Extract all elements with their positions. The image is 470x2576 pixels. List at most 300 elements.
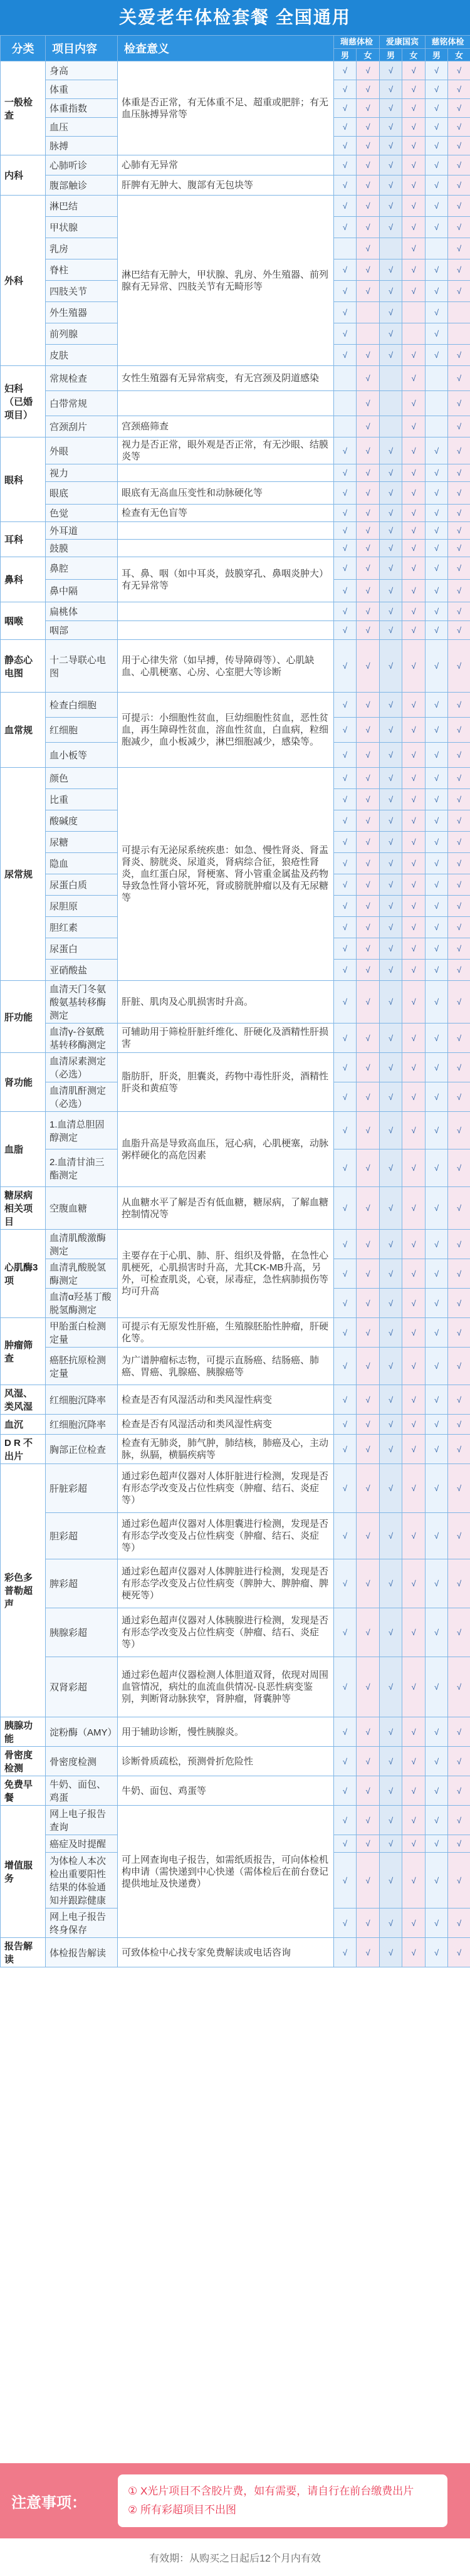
check-male: √: [334, 917, 357, 938]
check-male: √: [334, 464, 357, 482]
item-cell: 空腹血糖: [46, 1187, 118, 1230]
item-cell: 红细胞沉降率: [46, 1385, 118, 1415]
check-male: [380, 416, 402, 437]
item-cell: 尿糖: [46, 832, 118, 853]
item-cell: 1.血清总胆固醇测定: [46, 1112, 118, 1149]
category-cell: 肝功能: [1, 981, 46, 1053]
check-female: √: [357, 640, 380, 693]
check-male: √: [426, 640, 448, 693]
check-female: √: [357, 1513, 380, 1559]
check-male: √: [426, 874, 448, 896]
check-female: √: [402, 1657, 426, 1717]
check-female: √: [357, 1806, 380, 1835]
check-male: √: [426, 137, 448, 155]
check-female: √: [402, 810, 426, 832]
check-female: √: [357, 1385, 380, 1415]
check-female: √: [448, 1464, 470, 1513]
check-female: √: [402, 693, 426, 718]
check-female: √: [448, 80, 470, 99]
meaning-cell: 眼底有无高血压变性和动脉硬化等: [118, 482, 334, 505]
item-cell: 白带常规: [46, 391, 118, 416]
header-package-aikang: 爱康国宾: [380, 36, 426, 49]
category-cell: 耳科: [1, 522, 46, 557]
check-male: √: [426, 718, 448, 743]
check-male: √: [380, 1559, 402, 1608]
table-row: [1, 391, 470, 416]
meaning-cell: 宫颈癌筛查: [118, 416, 334, 437]
check-female: √: [357, 693, 380, 718]
check-male: √: [426, 281, 448, 302]
check-female: √: [357, 61, 380, 80]
check-female: √: [357, 810, 380, 832]
item-cell: 血清尿素测定（必选）: [46, 1053, 118, 1082]
check-male: √: [334, 1024, 357, 1053]
check-male: √: [334, 1230, 357, 1259]
check-male: √: [334, 155, 357, 175]
item-cell: 体检报告解读: [46, 1938, 118, 1967]
check-female: √: [448, 1559, 470, 1608]
check-female: √: [357, 557, 380, 580]
check-female: √: [402, 981, 426, 1024]
check-male: √: [426, 1559, 448, 1608]
meaning-cell: 通过彩色超声仪器对人体胰腺进行检测，发现是否有形态学改变及占位性病变（肿瘤、结石、炎症等）: [118, 1608, 334, 1657]
table-row: [1, 1348, 470, 1385]
check-male: √: [380, 789, 402, 810]
check-female: √: [448, 217, 470, 238]
check-female: √: [448, 1657, 470, 1717]
check-female: √: [402, 437, 426, 464]
table-row: [1, 1608, 470, 1657]
check-female: √: [402, 1938, 426, 1967]
check-female: √: [448, 437, 470, 464]
table-row: [1, 1415, 470, 1435]
check-male: √: [380, 155, 402, 175]
category-cell: 肾功能: [1, 1053, 46, 1112]
check-male: √: [380, 137, 402, 155]
check-male: √: [426, 896, 448, 917]
check-female: √: [448, 621, 470, 640]
check-female: √: [402, 281, 426, 302]
category-cell: 妇科（已婚项目）: [1, 366, 46, 437]
check-female: [357, 323, 380, 345]
check-female: √: [357, 789, 380, 810]
item-cell: 前列腺: [46, 323, 118, 345]
check-male: √: [426, 1435, 448, 1464]
check-male: √: [426, 1082, 448, 1112]
check-female: √: [357, 1608, 380, 1657]
category-cell: 尿常规: [1, 768, 46, 981]
check-female: √: [448, 1908, 470, 1938]
check-male: √: [426, 693, 448, 718]
check-female: √: [402, 853, 426, 874]
meaning-cell: 体重是否正常，有无体重不足、超重或肥胖；有无血压脉搏异常等: [118, 61, 334, 155]
check-male: √: [426, 1464, 448, 1513]
check-male: √: [380, 1908, 402, 1938]
table-row: [1, 1938, 470, 1967]
table-row: [1, 1435, 470, 1464]
check-male: √: [426, 1776, 448, 1806]
check-female: √: [448, 938, 470, 960]
check-male: √: [334, 281, 357, 302]
category-cell: 彩色多普勒超声: [1, 1464, 46, 1717]
check-male: √: [380, 1464, 402, 1513]
check-male: √: [334, 1082, 357, 1112]
item-cell: 胆彩超: [46, 1513, 118, 1559]
check-female: √: [402, 1318, 426, 1348]
check-female: √: [402, 1608, 426, 1657]
check-male: √: [426, 196, 448, 217]
check-male: √: [380, 768, 402, 789]
check-male: √: [426, 323, 448, 345]
table-row: [1, 602, 470, 621]
check-female: √: [357, 238, 380, 259]
check-male: √: [426, 1908, 448, 1938]
check-male: √: [380, 259, 402, 281]
category-cell: 增值服务: [1, 1806, 46, 1938]
check-female: √: [448, 1435, 470, 1464]
check-male: √: [380, 323, 402, 345]
item-cell: 血清γ-谷氨酰基转移酶测定: [46, 1024, 118, 1053]
check-female: √: [448, 743, 470, 768]
check-male: √: [334, 175, 357, 196]
item-cell: 尿胆原: [46, 896, 118, 917]
check-male: √: [334, 522, 357, 540]
check-male: √: [426, 217, 448, 238]
table-row: [1, 1513, 470, 1559]
check-female: √: [357, 1657, 380, 1717]
check-female: √: [402, 718, 426, 743]
check-female: √: [448, 118, 470, 137]
check-male: √: [426, 259, 448, 281]
meaning-cell: 检查是否有风湿活动和类风湿性病变: [118, 1385, 334, 1415]
check-male: √: [426, 1112, 448, 1149]
item-cell: 脾彩超: [46, 1559, 118, 1608]
check-male: √: [334, 938, 357, 960]
check-female: √: [448, 1112, 470, 1149]
category-cell: 血沉: [1, 1415, 46, 1435]
check-female: √: [402, 1187, 426, 1230]
table-row: [1, 464, 470, 482]
check-female: √: [448, 1385, 470, 1415]
check-male: √: [426, 1187, 448, 1230]
check-male: √: [380, 938, 402, 960]
item-cell: 淋巴结: [46, 196, 118, 217]
check-female: √: [357, 1259, 380, 1289]
check-male: √: [426, 938, 448, 960]
check-male: √: [380, 1082, 402, 1112]
header-female: 女: [402, 49, 426, 61]
check-male: √: [426, 1608, 448, 1657]
check-male: √: [426, 810, 448, 832]
check-female: √: [402, 1513, 426, 1559]
check-female: √: [357, 464, 380, 482]
check-female: √: [357, 621, 380, 640]
header-item: 项目内容: [46, 36, 118, 61]
check-male: √: [334, 540, 357, 557]
table-row: [1, 1024, 470, 1053]
check-male: √: [380, 175, 402, 196]
check-female: √: [402, 789, 426, 810]
check-female: √: [357, 743, 380, 768]
check-male: √: [334, 1513, 357, 1559]
check-female: √: [357, 960, 380, 981]
table-row: [1, 1747, 470, 1776]
item-cell: 视力: [46, 464, 118, 482]
item-cell: 胆红素: [46, 917, 118, 938]
check-female: √: [448, 259, 470, 281]
meaning-cell: 通过彩色超声仪器检测人体胆道双肾，依现对周围血管情况，病灶的血流血供情况-良恶性病变鉴别，判断肾动脉狭窄，肾肿瘤，肾囊肿等: [118, 1657, 334, 1717]
item-cell: 网上电子报告终身保存: [46, 1908, 118, 1938]
check-female: √: [402, 1053, 426, 1082]
check-male: √: [334, 99, 357, 118]
check-male: √: [426, 61, 448, 80]
check-male: √: [380, 1835, 402, 1853]
item-cell: 网上电子报告查询: [46, 1806, 118, 1835]
check-male: √: [334, 1559, 357, 1608]
check-male: √: [334, 1776, 357, 1806]
check-female: √: [402, 1385, 426, 1415]
check-male: √: [380, 437, 402, 464]
check-female: √: [402, 217, 426, 238]
check-male: √: [426, 621, 448, 640]
check-male: √: [380, 1806, 402, 1835]
check-male: √: [380, 1230, 402, 1259]
check-female: √: [402, 196, 426, 217]
check-female: √: [448, 853, 470, 874]
check-female: √: [357, 1053, 380, 1082]
check-female: √: [402, 580, 426, 602]
check-female: √: [448, 505, 470, 522]
check-male: √: [380, 640, 402, 693]
check-male: √: [426, 768, 448, 789]
table-row: [1, 482, 470, 505]
item-cell: 甲状腺: [46, 217, 118, 238]
check-female: √: [402, 621, 426, 640]
check-female: √: [402, 640, 426, 693]
item-cell: 身高: [46, 61, 118, 80]
check-male: √: [380, 1024, 402, 1053]
check-male: √: [426, 789, 448, 810]
item-cell: 2.血清甘油三酯测定: [46, 1149, 118, 1187]
check-female: √: [357, 137, 380, 155]
check-female: √: [448, 1806, 470, 1835]
check-female: √: [357, 1289, 380, 1318]
check-male: √: [380, 810, 402, 832]
item-cell: 血清天门冬氨酸氨基转移酶测定: [46, 981, 118, 1024]
validity-footer: 有效期：从购买之日起后12个月内有效: [0, 2542, 470, 2576]
check-female: √: [402, 602, 426, 621]
check-male: √: [380, 557, 402, 580]
table-row: [1, 981, 470, 1024]
item-cell: 四肢关节: [46, 281, 118, 302]
check-female: √: [448, 137, 470, 155]
check-male: [334, 416, 357, 437]
check-female: √: [357, 1435, 380, 1464]
check-female: √: [357, 1415, 380, 1435]
check-male: [380, 391, 402, 416]
check-female: √: [357, 1187, 380, 1230]
check-female: √: [448, 1230, 470, 1259]
check-female: √: [448, 1024, 470, 1053]
check-female: √: [448, 1835, 470, 1853]
meaning-cell: 检查有无肺炎，肺气肿，肺结核，肺癌及心，主动脉，纵膈，横膈疾病等: [118, 1435, 334, 1464]
check-male: √: [426, 1853, 448, 1908]
check-female: √: [402, 1776, 426, 1806]
table-row: [1, 1717, 470, 1747]
item-cell: 色觉: [46, 505, 118, 522]
check-male: √: [426, 1024, 448, 1053]
item-cell: 牛奶、面包、鸡蛋: [46, 1776, 118, 1806]
check-female: √: [448, 917, 470, 938]
check-male: √: [426, 1717, 448, 1747]
check-male: √: [334, 1112, 357, 1149]
item-cell: 检查白细胞: [46, 693, 118, 718]
check-male: √: [380, 482, 402, 505]
check-female: √: [402, 1559, 426, 1608]
check-male: √: [380, 1318, 402, 1348]
check-male: √: [380, 1112, 402, 1149]
page-title: 关爱老年体检套餐 全国通用: [0, 0, 470, 35]
check-female: √: [402, 1853, 426, 1908]
check-male: √: [426, 1806, 448, 1835]
check-female: √: [357, 416, 380, 437]
check-male: √: [334, 1717, 357, 1747]
item-cell: 隐血: [46, 853, 118, 874]
item-cell: 常规检查: [46, 366, 118, 391]
check-female: √: [448, 602, 470, 621]
check-male: √: [426, 540, 448, 557]
meaning-cell: 为广谱肿瘤标志物，可提示直肠癌、结肠癌、肺癌、胃癌、乳腺癌、胰腺癌等: [118, 1348, 334, 1385]
meaning-cell: 通过彩色超声仪器对人体脾脏进行检测，发现是否有形态学改变及占位性病变（脾肿大、脾肿瘤、脾梗死等）: [118, 1559, 334, 1608]
check-male: √: [334, 482, 357, 505]
check-female: √: [448, 1149, 470, 1187]
meaning-cell: 心肺有无异常: [118, 155, 334, 175]
check-male: √: [334, 768, 357, 789]
check-female: √: [357, 1082, 380, 1112]
notice-banner: [0, 2463, 470, 2538]
check-female: √: [357, 1230, 380, 1259]
check-male: √: [334, 1608, 357, 1657]
check-female: [448, 323, 470, 345]
table-row: [1, 366, 470, 391]
item-cell: 鼻腔: [46, 557, 118, 580]
notice-label: 注意事项：: [11, 2494, 86, 2511]
check-female: √: [448, 960, 470, 981]
check-female: √: [448, 1938, 470, 1967]
check-male: √: [334, 896, 357, 917]
check-male: √: [334, 960, 357, 981]
item-cell: 脉搏: [46, 137, 118, 155]
check-female: √: [357, 1938, 380, 1967]
meaning-cell: 视力是否正常，眼外观是否正常，有无沙眼、结膜炎等: [118, 437, 334, 464]
check-female: √: [448, 61, 470, 80]
table-row: [1, 1053, 470, 1082]
category-cell: 骨密度检测: [1, 1747, 46, 1776]
item-cell: 酸碱度: [46, 810, 118, 832]
check-female: √: [357, 1348, 380, 1385]
check-male: √: [334, 1318, 357, 1348]
check-female: √: [402, 896, 426, 917]
check-male: √: [334, 196, 357, 217]
check-male: √: [426, 302, 448, 323]
check-male: √: [380, 61, 402, 80]
check-male: √: [380, 1657, 402, 1717]
check-female: √: [402, 505, 426, 522]
check-male: √: [334, 640, 357, 693]
meaning-cell: 检查有无色盲等: [118, 505, 334, 522]
table-row: [1, 1187, 470, 1230]
item-cell: 癌症及时提醒: [46, 1835, 118, 1853]
check-female: √: [357, 217, 380, 238]
table-row: [1, 621, 470, 640]
check-male: √: [380, 621, 402, 640]
check-male: √: [380, 217, 402, 238]
check-female: √: [402, 1082, 426, 1112]
meaning-cell: [118, 602, 334, 621]
item-cell: 血清肌酸激酶测定: [46, 1230, 118, 1259]
check-female: √: [448, 482, 470, 505]
checkup-table: [0, 35, 470, 1967]
check-female: √: [448, 99, 470, 118]
item-cell: 胰腺彩超: [46, 1608, 118, 1657]
check-female: √: [357, 1747, 380, 1776]
check-female: √: [448, 540, 470, 557]
check-female: √: [402, 1435, 426, 1464]
item-cell: 肝脏彩超: [46, 1464, 118, 1513]
check-male: √: [334, 1385, 357, 1415]
check-female: √: [357, 580, 380, 602]
check-male: √: [334, 437, 357, 464]
check-female: √: [448, 580, 470, 602]
table-row: [1, 768, 470, 789]
check-female: √: [357, 281, 380, 302]
check-male: √: [380, 693, 402, 718]
check-female: √: [402, 938, 426, 960]
check-female: √: [357, 602, 380, 621]
check-female: √: [448, 1717, 470, 1747]
check-male: √: [426, 1938, 448, 1967]
check-male: √: [380, 1187, 402, 1230]
check-female: √: [357, 437, 380, 464]
table-row: [1, 416, 470, 437]
check-female: √: [357, 917, 380, 938]
table-row: [1, 1230, 470, 1259]
table-row: [1, 1112, 470, 1149]
category-cell: 肿瘤筛查: [1, 1318, 46, 1385]
check-female: √: [402, 1835, 426, 1853]
check-female: √: [448, 155, 470, 175]
check-male: √: [334, 302, 357, 323]
meaning-cell: 可上网查询电子报告，如需纸质报告，可向体检机构申请（需快递到中心快递（需体检后在前台登记提供地址及快递费）: [118, 1806, 334, 1938]
notice-line-xray: ① X光片项目不含胶片费，如有需要，请自行在前台缴费出片: [128, 2485, 414, 2497]
category-cell: 内科: [1, 155, 46, 196]
check-male: √: [426, 175, 448, 196]
check-male: √: [334, 580, 357, 602]
check-female: √: [402, 99, 426, 118]
check-male: √: [380, 743, 402, 768]
check-male: √: [334, 61, 357, 80]
check-male: √: [334, 1348, 357, 1385]
check-female: √: [448, 1513, 470, 1559]
check-male: √: [426, 1385, 448, 1415]
check-male: √: [380, 540, 402, 557]
check-male: √: [380, 80, 402, 99]
check-female: √: [402, 416, 426, 437]
item-cell: 甲胎蛋白检测定量: [46, 1318, 118, 1348]
check-female: √: [448, 1289, 470, 1318]
table-row: [1, 1385, 470, 1415]
check-female: √: [448, 391, 470, 416]
